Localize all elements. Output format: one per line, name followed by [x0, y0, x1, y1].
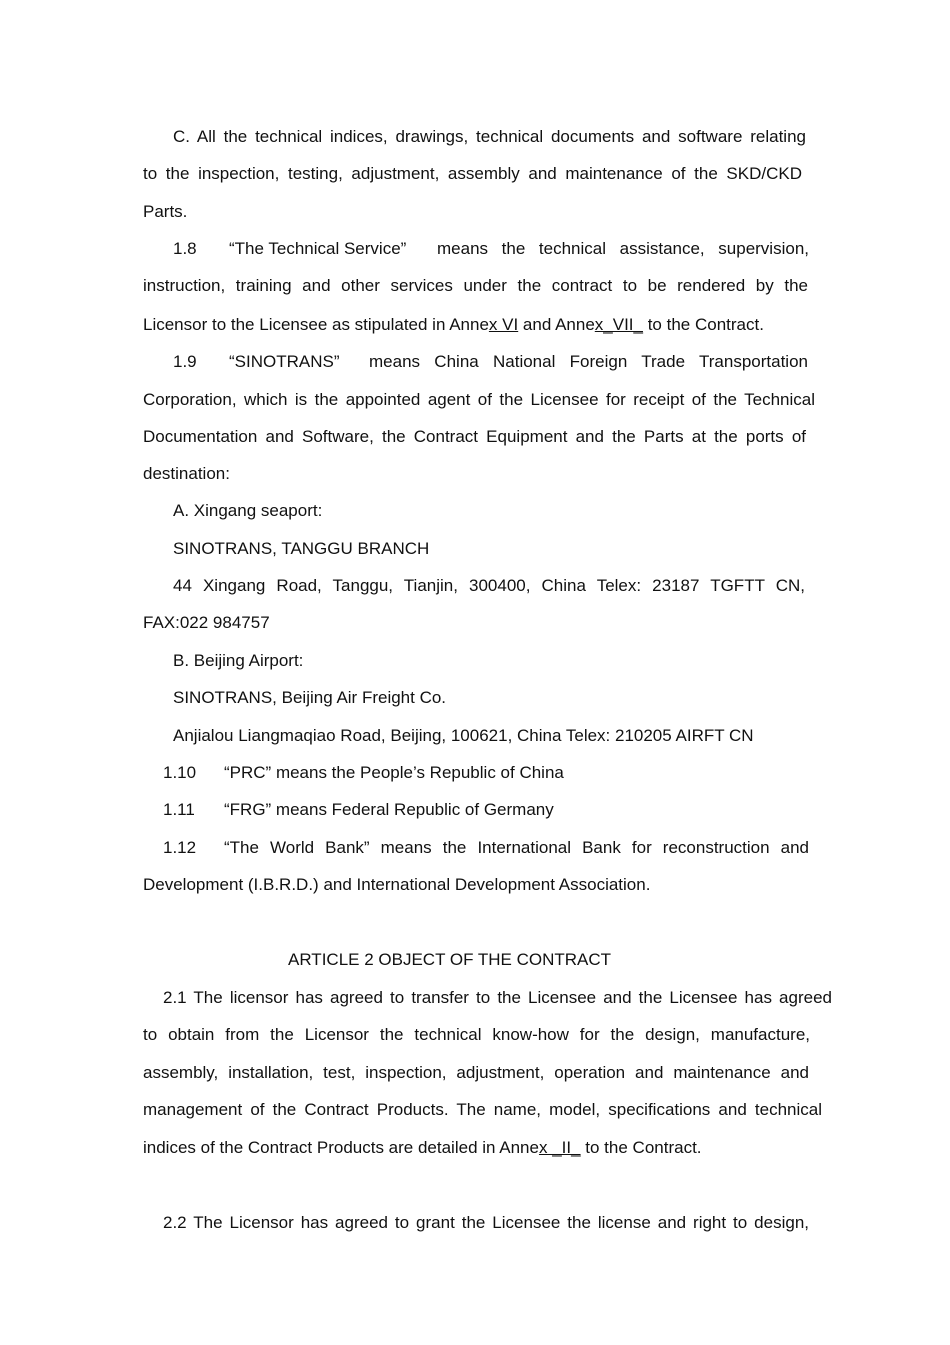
port-a-name: SINOTRANS, TANGGU BRANCH: [173, 539, 430, 558]
def-1-8-line-2: instruction, training and other services under the contract to be rendered by the: [143, 276, 808, 295]
def-1-8-number: 1.8: [173, 239, 197, 258]
annex-vii-ref: x_VII_: [594, 315, 643, 334]
def-1-9-line-1: means China National Foreign Trade Transportation: [369, 352, 808, 371]
article-2-heading: ARTICLE 2 OBJECT OF THE CONTRACT: [288, 950, 612, 969]
def-1-8-line-1: means the technical assistance, supervision,: [437, 239, 809, 258]
def-1-8-line-3-post: to the Contract.: [642, 315, 764, 334]
def-1-9-line-2: Corporation, which is the appointed agent of the Licensee for receipt of the Technical: [143, 390, 815, 409]
port-a-address-2: FAX:022 984757: [143, 613, 270, 632]
def-1-11-text: “FRG” means Federal Republic of Germany: [224, 800, 554, 819]
p-2-1-line-5-post: to the Contract.: [580, 1138, 702, 1157]
p-2-1-line-1: 2.1 The licensor has agreed to transfer to the Licensee and the Licensee has agreed: [163, 988, 832, 1007]
p-2-1-line-5: [143, 1137, 702, 1159]
p-2-1-line-5-pre: indices of the Contract Products are detailed in Anne: [143, 1138, 539, 1157]
item-c-line-1: C. All the technical indices, drawings, technical documents and software relating: [173, 127, 806, 146]
port-b-name: SINOTRANS, Beijing Air Freight Co.: [173, 688, 447, 707]
def-1-9-number: 1.9: [173, 352, 197, 371]
p-2-1-line-2: to obtain from the Licensor the technical know-how for the design, manufacture,: [143, 1025, 810, 1044]
def-1-9-line-3: Documentation and Software, the Contract Equipment and the Parts at the ports of: [143, 427, 806, 446]
port-b-address: Anjialou Liangmaqiao Road, Beijing, 100621, China Telex: 210205 AIRFT CN: [173, 726, 754, 745]
item-c-line-3: Parts.: [143, 202, 188, 221]
def-1-10-number: 1.10: [163, 763, 197, 782]
port-b-heading: B. Beijing Airport:: [173, 651, 304, 670]
def-1-10-text: “PRC” means the People’s Republic of China: [224, 763, 564, 782]
port-a-heading: A. Xingang seaport:: [173, 501, 323, 520]
def-1-11-number: 1.11: [163, 800, 195, 819]
def-1-8-line-3-mid: and Anne: [518, 315, 595, 334]
def-1-8-term: “The Technical Service”: [229, 239, 407, 258]
def-1-9-line-4: destination:: [143, 464, 230, 483]
p-2-1-line-4: management of the Contract Products. The name, model, specifications and technical: [143, 1100, 822, 1119]
annex-vi-ref: x VI: [488, 315, 519, 334]
def-1-12-line-1: “The World Bank” means the International Bank for reconstruction and: [224, 838, 809, 857]
annex-ii-ref: x _II_: [538, 1138, 581, 1157]
port-a-address-1: 44 Xingang Road, Tanggu, Tianjin, 300400, China Telex: 23187 TGFTT CN,: [173, 576, 805, 595]
def-1-12-line-2: Development (I.B.R.D.) and International Development Association.: [143, 875, 651, 894]
def-1-8-line-3-pre: Licensor to the Licensee as stipulated in Anne: [143, 315, 489, 334]
def-1-8-line-3: [143, 314, 764, 336]
item-c-line-2: to the inspection, testing, adjustment, assembly and maintenance of the SKD/CKD: [143, 164, 802, 183]
def-1-9-term: “SINOTRANS”: [229, 352, 340, 371]
p-2-2-line-1: 2.2 The Licensor has agreed to grant the Licensee the license and right to design,: [163, 1213, 809, 1232]
def-1-12-number: 1.12: [163, 838, 197, 857]
p-2-1-line-3: assembly, installation, test, inspection, adjustment, operation and maintenance and: [143, 1063, 809, 1082]
